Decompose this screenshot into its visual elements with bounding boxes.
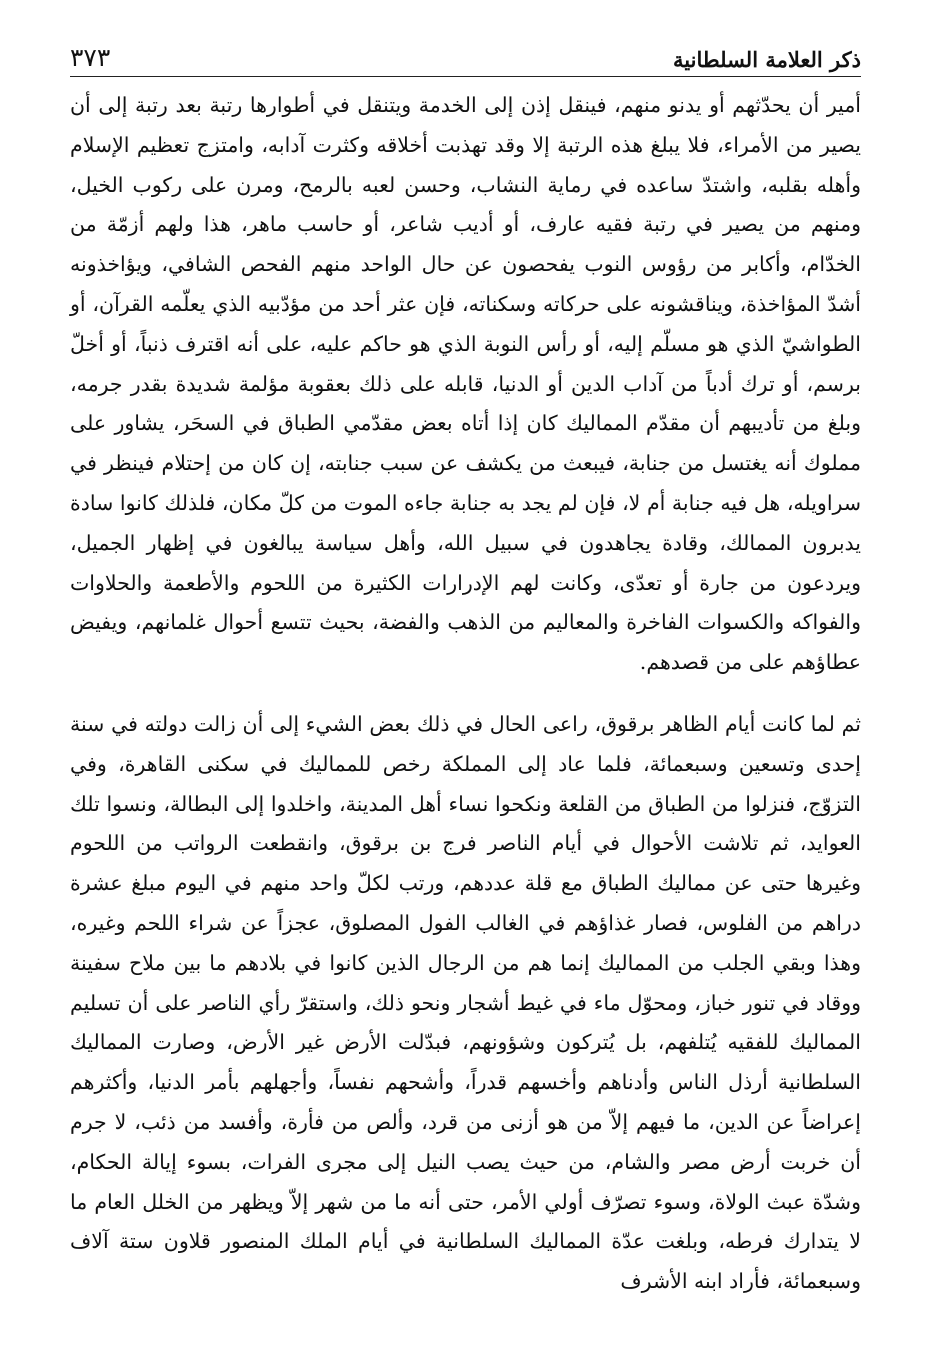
running-title: ذكر العلامة السلطانية [673,47,861,72]
page-header [70,28,861,77]
body-text [70,86,861,1302]
paragraph-1: أمير أن يحدّثهم أو يدنو منهم، فينقل إذن إلى الخدمة ويتنقل في أطوارها رتبة بعد رتبة إلى أن يصير من الأمراء، فلا يبلغ هذه الرتبة إلا وقد تهذبت أخلاقه وكثرت آدابه، وامتزج تعظيم الإسلام وأهله بقلبه، واشتدّ ساعده في رماية النشاب، وحسن لعبه بالرمح، ومرن على ركوب الخيل، ومنهم من يصير في رتبة فقيه عارف، أو أديب شاعر، أو حاسب ماهر، هذا ولهم أزمّة من الخدّام، وأكابر من رؤوس النوب يفحصون عن حال الواحد منهم الفحص الشافي، ويؤاخذونه أشدّ المؤاخذة، ويناقشونه على حركاته وسكناته، فإن عثر أحد من مؤدّبيه الذي يعلّمه القرآن، أو الطواشيّ الذي هو مسلّم إليه، أو رأس النوبة الذي هو حاكم عليه، على أنه اقترف ذنباً، أو أخلّ برسم، أو ترك أدباً من آداب الدين أو الدنيا، قابله على ذلك بعقوبة مؤلمة شديدة بقدر جرمه، وبلغ من تأديبهم أن مقدّم المماليك كان إذا أتاه بعض مقدّمي الطباق في السحَر، يشاور على مملوك أنه يغتسل من جنابة، فيبعث من يكشف عن سبب جنابته، إن كان من إحتلام فينظر في سراويله، هل فيه جنابة أم لا، فإن لم يجد به جنابة جاءه الموت من كلّ مكان، فلذلك كانوا سادة يدبرون الممالك، وقادة يجاهدون في سبيل الله، وأهل سياسة يبالغون في إظهار الجميل، ويردعون من جارة أو تعدّى، وكانت لهم الإدرارات الكثيرة من اللحوم والأطعمة والحلاوات والفواكه والكسوات الفاخرة والمعاليم من الذهب والفضة، بحيث تتسع أحوال غلمانهم، ويفيض عطاؤهم على من قصدهم. [70,93,861,675]
page-number: ٣٧٣ [70,43,111,72]
paragraph-2: ثم لما كانت أيام الظاهر برقوق، راعى الحال في ذلك بعض الشيء إلى أن زالت دولته في سنة إحدى وتسعين وسبعمائة، فلما عاد إلى المملكة رخص للمماليك في سكنى القاهرة، وفي التزوّج، فنزلوا من الطباق من القلعة ونكحوا نساء أهل المدينة، واخلدوا إلى البطالة، ونسوا تلك العوايد، ثم تلاشت الأحوال في أيام الناصر فرج بن برقوق، وانقطعت الرواتب من اللحوم وغيرها حتى عن مماليك الطباق مع قلة عددهم، ورتب لكلّ واحد منهم في اليوم مبلغ عشرة دراهم من الفلوس، فصار غذاؤهم في الغالب الفول المصلوق، عجزاً عن شراء اللحم وغيره، وهذا وبقي الجلب من المماليك إنما هم من الرجال الذين كانوا في بلادهم ما بين ملاح سفينة ووقاد في تنور خباز، ومحوّل ماء في غيط أشجار ونحو ذلك، واستقرّ رأي الناصر على أن تسليم المماليك للفقيه يُتلفهم، بل يُتركون وشؤونهم، فبدّلت الأرض غير الأرض، وصارت المماليك السلطانية أرذل الناس وأدناهم وأخسهم قدراً، وأشحهم نفساً، وأجهلهم بأمر الدنيا، وأكثرهم إعراضاً عن الدين، ما فيهم إلاّ من هو أزنى من قرد، وألص من فأرة، وأفسد من ذئب، لا جرم أن خربت أرض مصر والشام، من حيث يصب النيل إلى مجرى الفرات، بسوء إيالة الحكام، وشدّة عبث الولاة، وسوء تصرّف أولي الأمر، حتى أنه ما من شهر إلاّ ويظهر من الخلل العام ما لا يتدارك فرطه، وبلغت عدّة المماليك السلطانية في أيام الملك المنصور قلاون ستة آلاف وسبعمائة، فأراد ابنه الأشرف [70,711,861,1294]
